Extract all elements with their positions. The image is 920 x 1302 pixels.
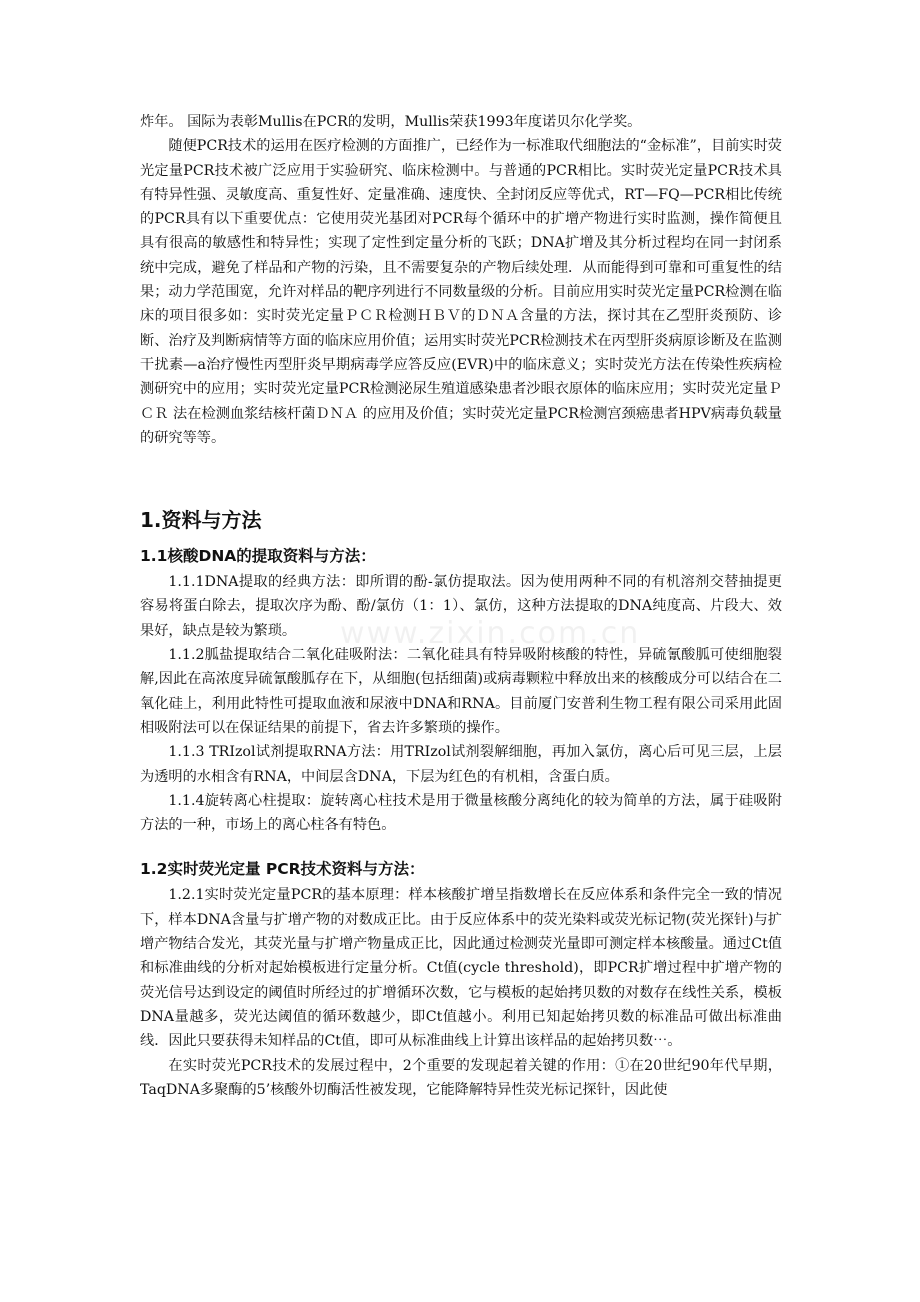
intro-paragraph: 随便PCR技术的运用在医疗检测的方面推广，已经作为一标准取代细胞法的“金标准”，目前实时荧光定量PCR技术被广泛应用于实验研究、临床检测中。与普通的PCR相比。实时荧光定量PCR技术具有特异性强、灵敏度高、重复性好、定量准确、速度快、全封闭反应等优式，RT—FQ—PCR相比传统的PCR具有以下重要优点：它使用荧光基团对PCR每个循环中的扩增产物进行实时监测，操作简便且具有很高的敏感性和特异性；实现了定性到定量分析的飞跃；DNA扩增及其分析过程均在同一封闭系统中完成，避免了样品和产物的污染，且不需要复杂的产物后续处理．从而能得到可靠和可重复性的结果；动力学范围宽，允许对样品的靶序列进行不同数量级的分析。目前应用实时荧光定量PCR检测在临床的项目很多如：实时荧光定量ＰＣＲ检测ＨＢＶ的ＤＮＡ含量的方法，探讨其在乙型肝炎预防、诊断、治疗及判断病情等方面的临床应用价值；运用实时荧光PCR检测技术在丙型肝炎病原诊断及在监测干扰素—a治疗慢性丙型肝炎早期病毒学应答反应(EVR)中的临床意义；实时荧光方法在传染性疾病检测研究中的应用；实时荧光定量PCR检测泌尿生殖道感染患者沙眼衣原体的临床应用；实时荧光定量ＰＣＲ 法在检测血浆结核杆菌ＤＮＡ 的应用及价值；实时荧光定量PCR检测宫颈癌患者HPV病毒负载量的研究等等。 [140, 138, 782, 446]
paragraph-1-1-1: 1.1.1DNA提取的经典方法：即所谓的酚-氯仿提取法。因为使用两种不同的有机溶剂交替抽提更容易将蛋白除去，提取次序为酚、酚/氯仿（1：1）、氯仿，这种方法提取的DNA纯度高、片段大、效果好，缺点是较为繁琐。 [140, 574, 782, 639]
watermark: www.zixin.com.cn [340, 616, 641, 651]
section-title: 1.资料与方法 [140, 508, 262, 533]
top-paragraph: 炸年。 国际为表彰Mullis在PCR的发明，Mullis荣获1993年度诺贝尔化学奖。 [140, 114, 642, 130]
document-body [140, 110, 782, 1102]
paragraph-1-2-1: 1.2.1实时荧光定量PCR的基本原理：样本核酸扩增呈指数增长在反应体系和条件完全一致的情况下，样本DNA含量与扩增产物的对数成正比。由于反应体系中的荧光染料或荧光标记物(荧光探针)与扩增产物结合发光，其荧光量与扩增产物量成正比，因此通过检测荧光量即可测定样本核酸量。通过Ct值和标准曲线的分析对起始模板进行定量分析。Ct值(cycle threshold)，即PCR扩增过程中扩增产物的荧光信号达到设定的阈值时所经过的扩增循环次数，它与模板的起始拷贝数的对数存在线性关系，模板DNA量越多，荧光达阈值的循环数越少，即Ct值越小。利用已知起始拷贝数的标准品可做出标准曲线．因此只要获得未知样品的Ct值，即可从标准曲线上计算出该样品的起始拷贝数⋯。 [140, 887, 782, 1050]
subsection-title-1-1: 1.1核酸DNA的提取资料与方法： [140, 547, 376, 566]
subsection-title-1-2: 1.2实时荧光定量 PCR技术资料与方法： [140, 860, 425, 879]
paragraph-1-2-2: 在实时荧光PCR技术的发展过程中，2个重要的发现起着关键的作用：①在20世纪90年代早期，TaqDNA多聚酶的5’核酸外切酶活性被发现，它能降解特异性荧光标记探针，因此使 [140, 1057, 782, 1098]
paragraph-1-1-4: 1.1.4旋转离心柱提取：旋转离心柱技术是用于微量核酸分离纯化的较为简单的方法，属于硅吸附方法的一种，市场上的离心柱各有特色。 [140, 792, 782, 834]
paragraph-1-1-3: 1.1.3 TRIzol试剂提取RNA方法：用TRIzol试剂裂解细胞，再加入氯仿，离心后可见三层，上层为透明的水相含有RNA，中间层含DNA，下层为红色的有机相，含蛋白质。 [140, 744, 782, 785]
paragraph-1-1-2: 1.1.2胍盐提取结合二氧化硅吸附法：二氧化硅具有特异吸附核酸的特性，异硫氰酸胍可使细胞裂解,因此在高浓度异硫氰酸胍存在下，从细胞(包括细菌)或病毒颗粒中释放出来的核酸成分可以结合在二氧化硅上，利用此特性可提取血液和尿液中DNA和RNA。目前厦门安普利生物工程有限公司采用此固相吸附法可以在保证结果的前提下，省去许多繁琐的操作。 [140, 647, 782, 736]
